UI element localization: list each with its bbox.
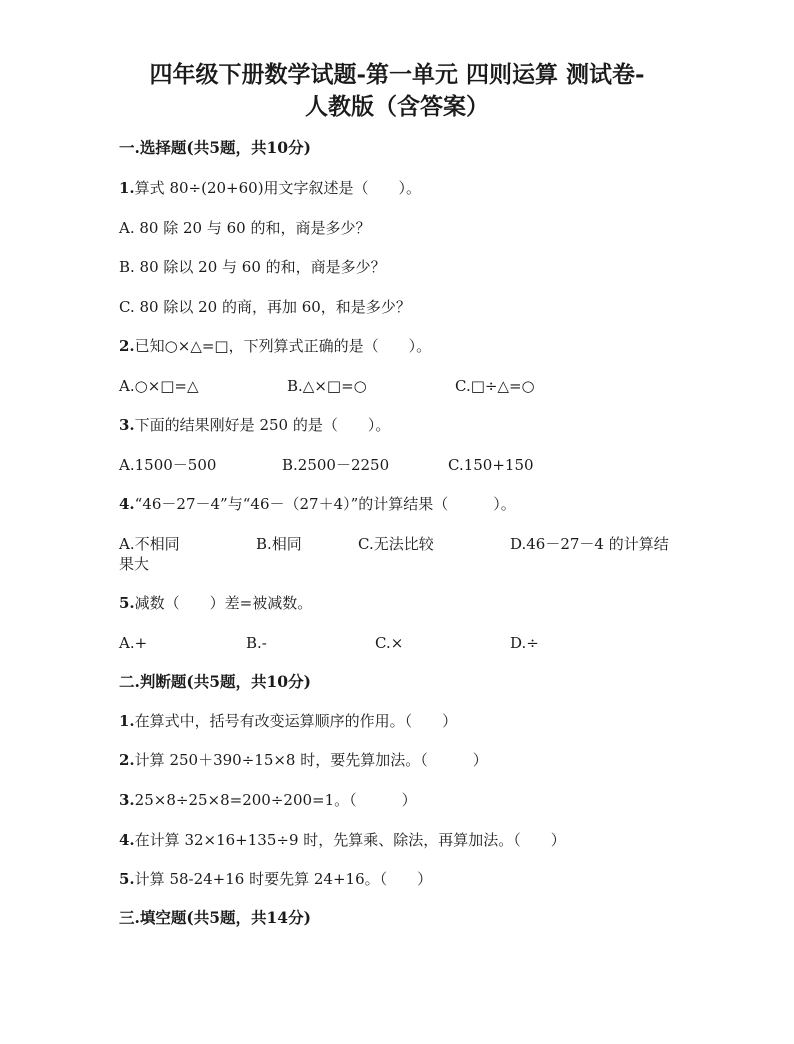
option-b: B.相同 [256, 535, 302, 553]
question-text: 计算 250＋390÷15×8 时，要先算加法。（ ） [134, 751, 488, 769]
option-a: A.+ [119, 634, 148, 652]
question-number: 1. [119, 179, 135, 197]
question-number: 2. [119, 751, 135, 769]
question-number: 2. [119, 337, 135, 355]
question-3 [119, 415, 390, 435]
question-text: “46－27－4”与“46－（27＋4）”的计算结果（ ）。 [134, 495, 516, 513]
document-title-line1: 四年级下册数学试题-第一单元 四则运算 测试卷- [149, 61, 645, 88]
section-heading-choice: 一.选择题(共5题，共10分) [119, 138, 311, 157]
option-b: B.2500－2250 [282, 456, 390, 474]
question-5 [119, 593, 312, 613]
option-b: B. 80 除以 20 与 60 的和，商是多少？ [119, 258, 386, 276]
question-number: 5. [119, 870, 135, 888]
section-heading-judgement: 二.判断题(共5题，共10分) [119, 672, 311, 691]
option-c: C.无法比较 [358, 535, 434, 553]
question-text: 下面的结果刚好是 250 的是（ ）。 [134, 416, 391, 434]
option-d: D.÷ [510, 634, 539, 652]
question-number: 5. [119, 594, 135, 612]
option-d: D.46－27－4 的计算结 [510, 535, 669, 553]
question-text: 已知○×△=□，下列算式正确的是（ ）。 [134, 337, 432, 355]
question-number: 3. [119, 791, 135, 809]
option-a: A.不相同 [119, 535, 180, 553]
question-number: 4. [119, 831, 135, 849]
question-number: 4. [119, 495, 135, 513]
option-d-wrap: 果大 [119, 555, 150, 573]
section-heading-fill: 三.填空题(共5题，共14分) [119, 908, 311, 927]
judge-question-5 [119, 869, 432, 889]
question-number: 1. [119, 712, 135, 730]
option-c: C.× [375, 634, 404, 652]
option-c: C.150+150 [448, 456, 534, 474]
question-text: 减数（ ）差=被减数。 [134, 594, 313, 612]
option-b: B.- [246, 634, 267, 652]
judge-question-1 [119, 711, 457, 731]
question-number: 3. [119, 416, 135, 434]
option-a: A.1500－500 [119, 456, 217, 474]
question-4 [119, 494, 516, 514]
question-text: 计算 58-24+16 时要先算 24+16。（ ） [134, 870, 433, 888]
question-text: 算式 80÷(20+60)用文字叙述是（ ）。 [134, 179, 422, 197]
judge-question-4 [119, 830, 566, 850]
document-title-line2: 人教版（含答案） [305, 93, 489, 120]
option-a: A.○×□=△ [119, 377, 199, 395]
question-text: 在算式中，括号有改变运算顺序的作用。（ ） [134, 712, 458, 730]
option-c: C. 80 除以 20 的商，再加 60，和是多少？ [119, 298, 411, 316]
judge-question-2 [119, 750, 488, 770]
question-text: 在计算 32×16+135÷9 时，先算乘、除法，再算加法。（ ） [134, 831, 566, 849]
question-2 [119, 336, 431, 356]
option-c: C.□÷△=○ [455, 377, 535, 395]
option-a: A. 80 除 20 与 60 的和，商是多少？ [119, 219, 371, 237]
judge-question-3 [119, 790, 417, 810]
option-b: B.△×□=○ [287, 377, 367, 395]
question-text: 25×8÷25×8=200÷200=1。（ ） [134, 791, 417, 809]
question-1 [119, 178, 421, 198]
